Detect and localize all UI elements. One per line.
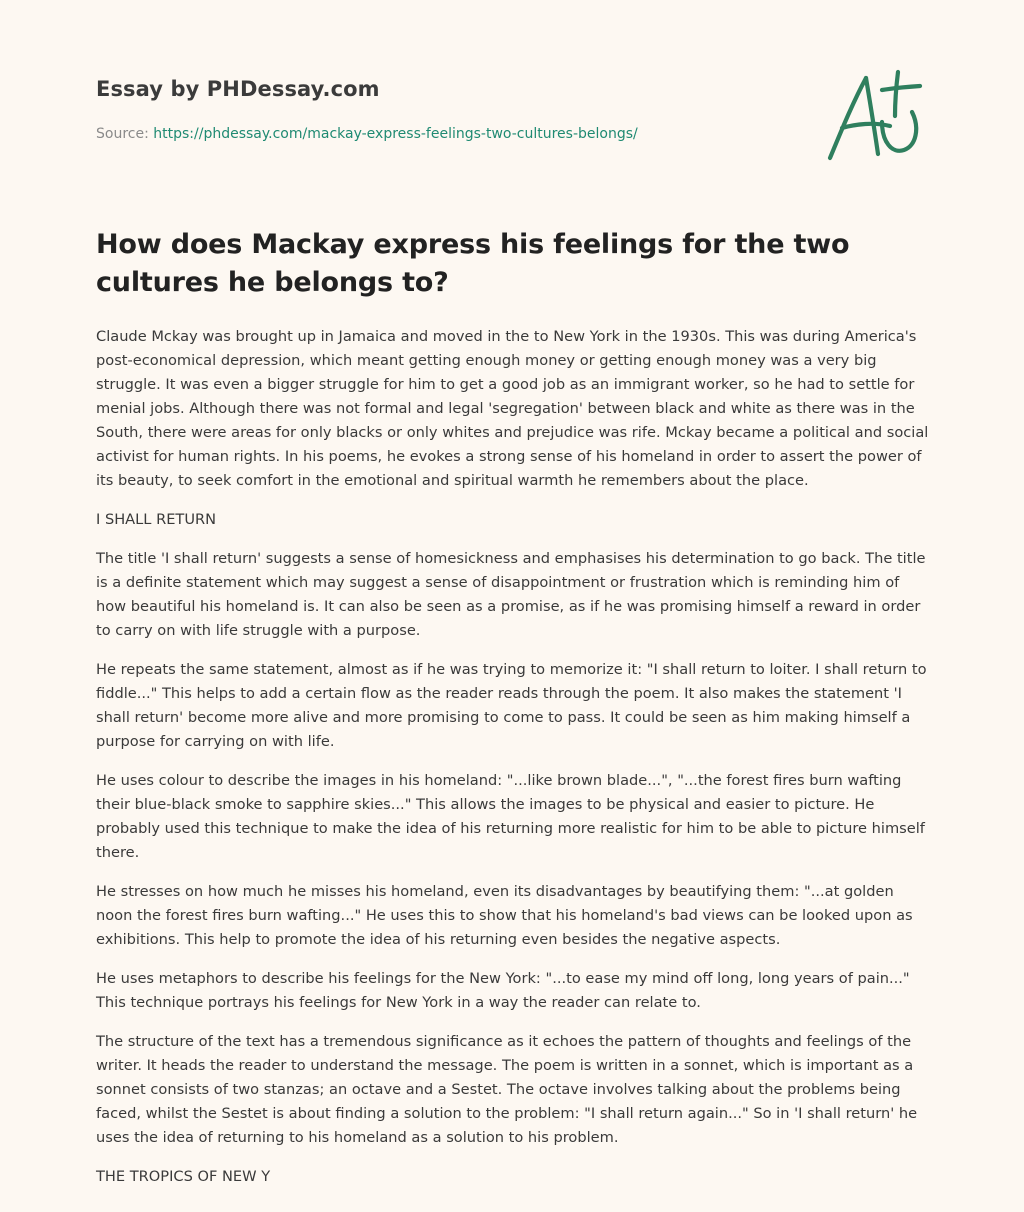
paragraph: The title 'I shall return' suggests a sense of homesickness and emphasises his determination to go back. The title is a definite statement which may suggest a sense of disappointment or frustration which is reminding him of how beautiful his homeland is. It can also be seen as a promise, as if he was promising himself a reward in order to carry on with life struggle with a purpose.: [96, 550, 926, 639]
a-left-stroke: [830, 78, 866, 158]
paragraph: The structure of the text has a tremendous significance as it echoes the pattern of thoughts and feelings of the writer. It heads the reader to understand the message. The poem is written in a sonnet, which is important as a sonnet consists of two stanzas; an octave and a Sestet. The octave involves talking about the problems being faced, whilst the Sestet is about finding a solution to the problem: "I shall return again..." So in 'I shall return' he uses the idea of returning to his homeland as a solution to his problem.: [96, 1033, 918, 1146]
source-label: Source:: [96, 126, 149, 142]
essay-title: How does Mackay express his feelings for the two cultures he belongs to?: [96, 229, 850, 298]
a-right-stroke: [866, 78, 878, 154]
source-line: [96, 124, 796, 144]
source-link[interactable]: https://phdessay.com/mackay-express-feelings-two-cultures-belongs/: [153, 126, 638, 142]
paragraph: He uses metaphors to describe his feelings for the New York: "...to ease my mind off long, long years of pain..." This technique portrays his feelings for New York in a way the reader can relate to.: [96, 970, 910, 1011]
page-header: [96, 74, 796, 144]
plus-loop: [882, 112, 916, 151]
plus-horizontal: [882, 86, 920, 90]
section-heading: THE TROPICS OF NEW Y: [96, 1168, 271, 1185]
essay-body: [96, 325, 932, 1204]
paragraph: He stresses on how much he misses his homeland, even its disadvantages by beautifying them: "...at golden noon the forest fires burn wafting..." He uses this to show that his homeland's bad views can be looked upon as exhibitions. This help to promote the idea of his returning even besides the negative aspects.: [96, 883, 913, 948]
brand-title: Essay by PHDessay.com: [96, 77, 380, 101]
section-heading: I SHALL RETURN: [96, 511, 217, 528]
paragraph: He repeats the same statement, almost as if he was trying to memorize it: "I shall return to loiter. I shall return to fiddle..." This helps to add a certain flow as the reader reads through the poem. It also makes the statement 'I shall return' become more alive and more promising to come to pass. It could be seen as him making himself a purpose for carrying on with life.: [96, 661, 927, 750]
paragraph: Claude Mckay was brought up in Jamaica and moved in the to New York in the 1930s. This was during America's post-economical depression, which meant getting enough money or getting enough money was a very big struggle. It was even a bigger struggle for him to get a good job as an immigrant worker, so he had to settle for menial jobs. Although there was not formal and legal 'segregation' between black and white as there was in the South, there were areas for only blacks or only whites and prejudice was rife. Mckay became a political and social activist for human rights. In his poems, he evokes a strong sense of his homeland in order to assert the power of its beauty, to seek comfort in the emotional and spiritual warmth he remembers about the place.: [96, 328, 929, 489]
a-plus-grade-icon: [822, 68, 926, 164]
plus-vertical: [895, 72, 898, 116]
paragraph: He uses colour to describe the images in his homeland: "...like brown blade...", "...the forest fires burn wafting their blue-black smoke to sapphire skies..." This allows the images to be physical and easier to picture. He probably used this technique to make the idea of his returning more realistic for him to be able to picture himself there.: [96, 772, 925, 861]
